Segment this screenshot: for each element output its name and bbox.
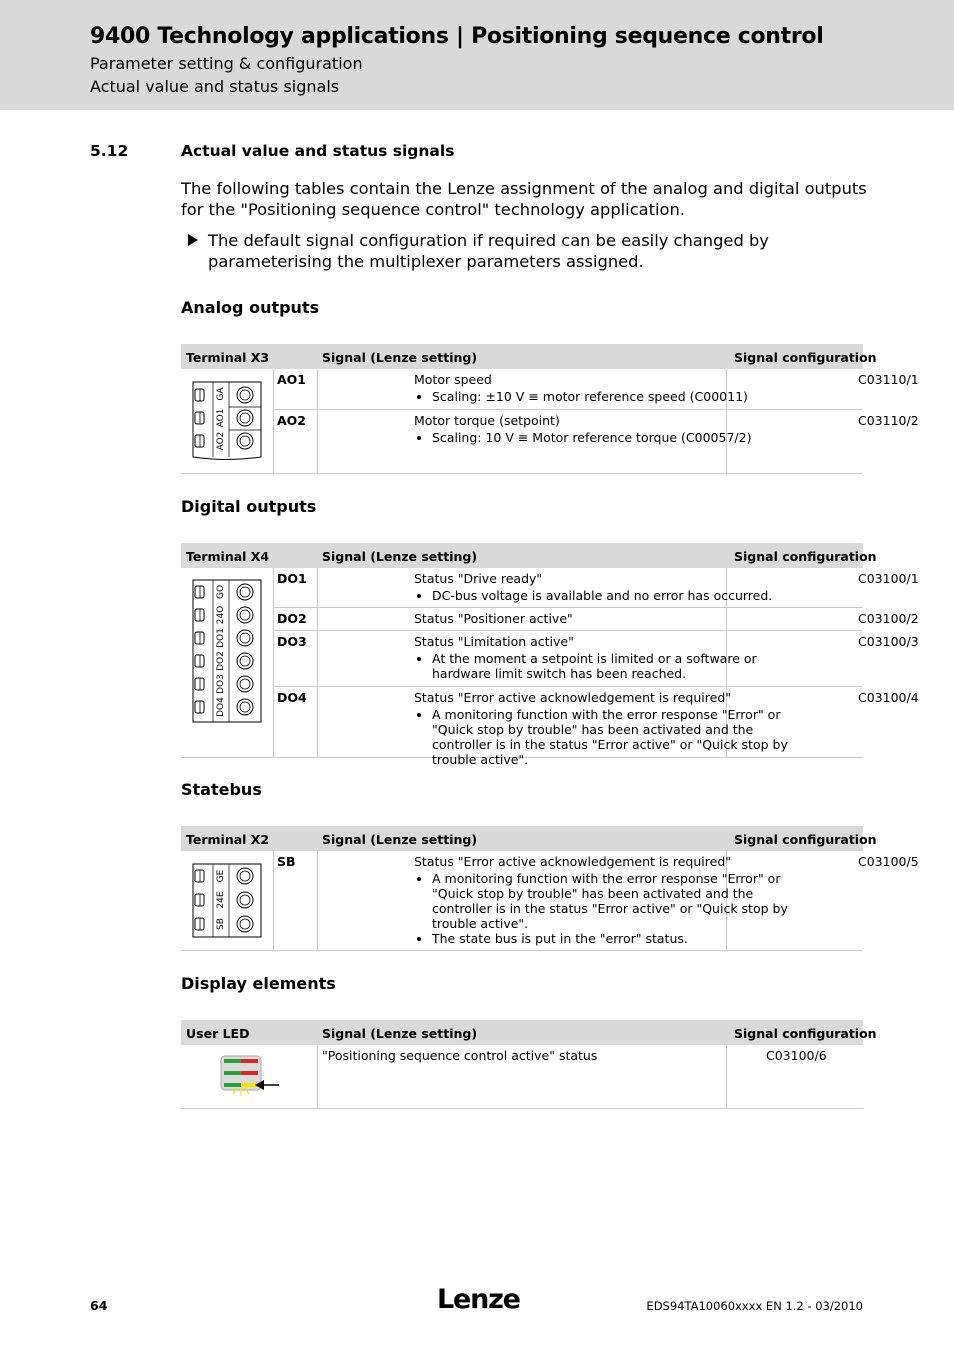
signal-config-code: C03100/3 [858, 634, 919, 649]
display-config-header: Signal configuration [734, 1026, 877, 1041]
signal-description [322, 1048, 720, 1063]
terminal-x4-label: GO [216, 584, 226, 600]
signal-description [414, 372, 812, 404]
statebus-config-header: Signal configuration [734, 832, 877, 847]
terminal-x4-label: 24O [216, 605, 226, 625]
signal-config-code: C03100/1 [858, 571, 919, 586]
signal-bullet: • Scaling: 10 V ≡ Motor reference torque (C00057/2) [432, 430, 812, 445]
table-row [273, 410, 919, 473]
note-paragraph: The default signal configuration if required can be easily changed by parameterising the multiplexer parameters assigned. [208, 231, 769, 271]
signal-description [414, 413, 812, 445]
terminal-code: DO2 [277, 611, 307, 626]
page-header [0, 0, 954, 110]
analog-heading: Analog outputs [181, 298, 320, 317]
terminal-x4-label: DO3 [216, 674, 226, 694]
display-table-body [181, 1045, 863, 1109]
analog-signal-header: Signal (Lenze setting) [322, 350, 478, 365]
terminal-x3-label: AO2 [216, 431, 226, 451]
digital-table-header [181, 543, 877, 568]
terminal-x4-figure [181, 568, 273, 757]
signal-bullet: • Scaling: ±10 V ≡ motor reference speed (C00011) [432, 389, 812, 404]
terminal-x4-label: DO1 [216, 628, 226, 648]
section-title: Actual value and status signals [181, 142, 455, 160]
note-arrow-icon [188, 234, 198, 246]
statebus-terminal-label: Terminal X2 [186, 832, 270, 847]
display-table [181, 1020, 877, 1109]
signal-description [414, 634, 812, 681]
table-row [273, 608, 919, 631]
digital-terminal-label: Terminal X4 [186, 549, 270, 564]
signal-config-code: C03100/5 [858, 854, 919, 869]
led-indicator-icon [224, 1059, 258, 1063]
signal-description [414, 854, 812, 946]
digital-config-header: Signal configuration [734, 549, 877, 564]
statebus-table-header [181, 826, 877, 851]
signal-name: Status "Error active acknowledgement is required" [414, 854, 731, 869]
table-row [273, 631, 919, 687]
signal-config-code: C03100/2 [858, 611, 919, 626]
terminal-x2-figure [181, 851, 273, 950]
terminal-code: DO3 [277, 634, 307, 649]
analog-config-header: Signal configuration [734, 350, 877, 365]
page-subtitle-2: Actual value and status signals [90, 77, 340, 96]
document-id: EDS94TA10060xxxx EN 1.2 - 03/2010 [646, 1299, 863, 1313]
statebus-signal-header: Signal (Lenze setting) [322, 832, 478, 847]
signal-bullet: • The state bus is put in the "error" status. [432, 931, 812, 946]
analog-table-header [181, 344, 877, 369]
signal-config-code: C03100/4 [858, 690, 919, 705]
terminal-x3-label: AO1 [216, 408, 226, 428]
signal-config-code: C03110/2 [858, 413, 919, 428]
digital-signal-header: Signal (Lenze setting) [322, 549, 478, 564]
signal-config-code: C03100/6 [766, 1048, 827, 1063]
signal-description [414, 690, 812, 767]
section-number: 5.12 [90, 142, 129, 160]
digital-table-body [181, 568, 919, 767]
signal-name: Motor torque (setpoint) [414, 413, 560, 428]
terminal-x2-label: SB [216, 918, 226, 930]
page-subtitle-1: Parameter setting & configuration [90, 54, 363, 73]
signal-description [414, 571, 812, 603]
intro-paragraph: The following tables contain the Lenze assignment of the analog and digital outputs for the "Positioning sequence control" technology application. [181, 179, 867, 219]
statebus-table [181, 826, 919, 951]
display-table-header [181, 1020, 877, 1045]
terminal-x4-label: DO2 [216, 651, 226, 671]
signal-name: Motor speed [414, 372, 492, 387]
signal-description [414, 611, 812, 626]
analog-table [181, 344, 919, 474]
signal-bullet: • A monitoring function with the error response "Error" or "Quick stop by trouble" has been activated and the controller is in the status "Error active" or "Quick stop by trouble active". [432, 707, 812, 767]
terminal-x3-figure [181, 369, 273, 473]
table-row [273, 687, 919, 767]
terminal-code: AO2 [277, 413, 306, 428]
signal-name: Status "Error active acknowledgement is required" [414, 690, 731, 705]
analog-terminal-label: Terminal X3 [186, 350, 270, 365]
table-row [273, 369, 919, 410]
terminal-x4-label: DO4 [216, 697, 226, 717]
led-indicator-icon [224, 1071, 258, 1075]
signal-bullet: • DC-bus voltage is available and no error has occurred. [432, 588, 812, 603]
terminal-code: AO1 [277, 372, 306, 387]
terminal-x2-label: GE [216, 869, 226, 883]
terminal-code: DO1 [277, 571, 307, 586]
signal-name: Status "Limitation active" [414, 634, 574, 649]
user-led-figure [181, 1045, 311, 1108]
signal-name: Status "Positioner active" [414, 611, 573, 626]
terminal-code: SB [277, 854, 296, 869]
statebus-table-body [181, 851, 919, 951]
signal-name: Status "Drive ready" [414, 571, 543, 586]
signal-config-code: C03110/1 [858, 372, 919, 387]
display-terminal-label: User LED [186, 1026, 250, 1041]
table-row [273, 568, 919, 608]
page-title: 9400 Technology applications | Positioning sequence control [90, 24, 824, 49]
lenze-logo: Lenze [437, 1284, 520, 1315]
page-number: 64 [90, 1298, 108, 1313]
led-indicator-icon [224, 1083, 258, 1087]
statebus-heading: Statebus [181, 780, 262, 799]
table-row [317, 1045, 863, 1108]
display-signal-header: Signal (Lenze setting) [322, 1026, 478, 1041]
terminal-code: DO4 [277, 690, 307, 705]
signal-bullet: • At the moment a setpoint is limited or a software or hardware limit switch has been reached. [432, 651, 812, 681]
signal-name: "Positioning sequence control active" status [322, 1048, 598, 1063]
table-row [273, 851, 919, 950]
digital-table [181, 543, 919, 767]
signal-bullet: • A monitoring function with the error response "Error" or "Quick stop by trouble" has been activated and the controller is in the status "Error active" or "Quick stop by trouble active". [432, 871, 812, 931]
digital-heading: Digital outputs [181, 497, 317, 516]
terminal-x2-label: 24E [216, 891, 226, 909]
display-heading: Display elements [181, 974, 336, 993]
analog-table-body [181, 369, 919, 474]
terminal-x3-label: GA [216, 387, 226, 401]
